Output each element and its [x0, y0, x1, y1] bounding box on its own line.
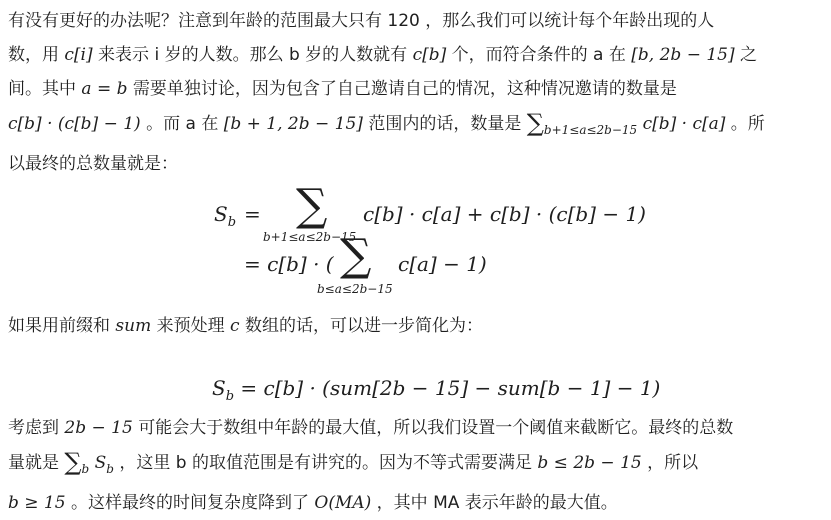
text: 之: [734, 45, 758, 65]
paragraph-prefix-sum: [8, 309, 823, 343]
line: [8, 147, 823, 181]
sum-symbol: ∑: [64, 448, 82, 476]
eq-line2-prefix: = c[b] · (: [244, 252, 334, 276]
math-inline: S: [89, 453, 107, 473]
line: [8, 4, 823, 38]
math-inline: a = b: [81, 79, 128, 99]
math-inline: c[b] · (c[b] − 1): [8, 114, 141, 134]
math-inline: c[b]: [412, 45, 447, 65]
line: [8, 445, 823, 486]
eq-lhs: $S_b$: [214, 202, 237, 230]
text: 可能会大于数组中年龄的最大值，所以我们设置一个阈值来截断它。最终的总数: [132, 418, 734, 438]
line: [8, 72, 823, 106]
text: ，其中 MA 表示年龄的最大值。: [371, 493, 618, 513]
math-subscript: b: [106, 462, 114, 476]
line: [8, 411, 823, 445]
text: 来预处理: [151, 316, 231, 336]
math-inline: c[b] · c[a]: [637, 114, 726, 134]
text: 数，用: [8, 45, 65, 65]
text: ，这里 b 的取值范围是有讲究的。因为不等式需要满足: [113, 453, 538, 473]
line: [8, 106, 823, 147]
text: 数组的话，可以进一步简化为：: [239, 316, 483, 336]
math-inline: c[i]: [64, 45, 93, 65]
text: 考虑到: [8, 418, 65, 438]
equation-sb-expanded: [0, 180, 831, 300]
text: 以最终的总数量就是：: [8, 154, 178, 174]
text: 。所: [725, 114, 765, 134]
math-inline: b ≥ 15: [8, 493, 66, 513]
eq-term: c[b] · c[a] + c[b] · (c[b] − 1): [363, 202, 646, 226]
eq-formula: $S_b = c[b] \cdot (sum[2b - 15] - sum[b - 1] - 1)$: [212, 376, 661, 404]
text: 量就是: [8, 453, 65, 473]
sum-symbol: ∑: [296, 180, 328, 231]
text: 。而 a 在: [140, 114, 224, 134]
sum-limit: b+1≤a≤2b−15: [263, 230, 357, 244]
sum-subscript: b: [81, 462, 90, 476]
eq-equals: =: [244, 202, 261, 226]
math-inline: O(MA): [314, 493, 372, 513]
eq-line2-suffix: c[a] − 1): [398, 252, 487, 276]
math-inline: c: [230, 316, 240, 336]
sum-limit: b≤a≤2b−15: [317, 282, 393, 296]
paragraph-conclusion: [8, 411, 823, 520]
text: 间。其中: [8, 79, 82, 99]
text: 有没有更好的办法呢？注意到年龄的范围最大只有 120 ，那么我们可以统计每个年龄出现的人: [8, 11, 715, 31]
text: 。这样最终的时间复杂度降到了: [65, 493, 315, 513]
math-inline: sum: [115, 316, 152, 336]
equation-sb-simplified: [0, 372, 831, 406]
text: 范围内的话，数量是: [362, 114, 527, 134]
text: 个，而符合条件的 a 在: [446, 45, 632, 65]
text: 如果用前缀和: [8, 316, 116, 336]
paragraph-intro: [8, 4, 823, 181]
math-inline: 2b − 15: [64, 418, 133, 438]
math-inline: [b + 1, 2b − 15]: [223, 114, 363, 134]
text: ，所以: [641, 453, 699, 473]
line: [8, 486, 823, 520]
sum-symbol: ∑: [340, 230, 372, 281]
text: 来表示 i 岁的人数。那么 b 岁的人数就有: [92, 45, 413, 65]
math-inline: [b, 2b − 15]: [631, 45, 735, 65]
sum-symbol: ∑: [526, 109, 544, 137]
math-inline: b ≤ 2b − 15: [537, 453, 642, 473]
text: 需要单独讨论，因为包含了自己邀请自己的情况，这种情况邀请的数量是: [127, 79, 677, 99]
line: [8, 38, 823, 72]
sum-subscript: b+1≤a≤2b−15: [543, 123, 638, 137]
